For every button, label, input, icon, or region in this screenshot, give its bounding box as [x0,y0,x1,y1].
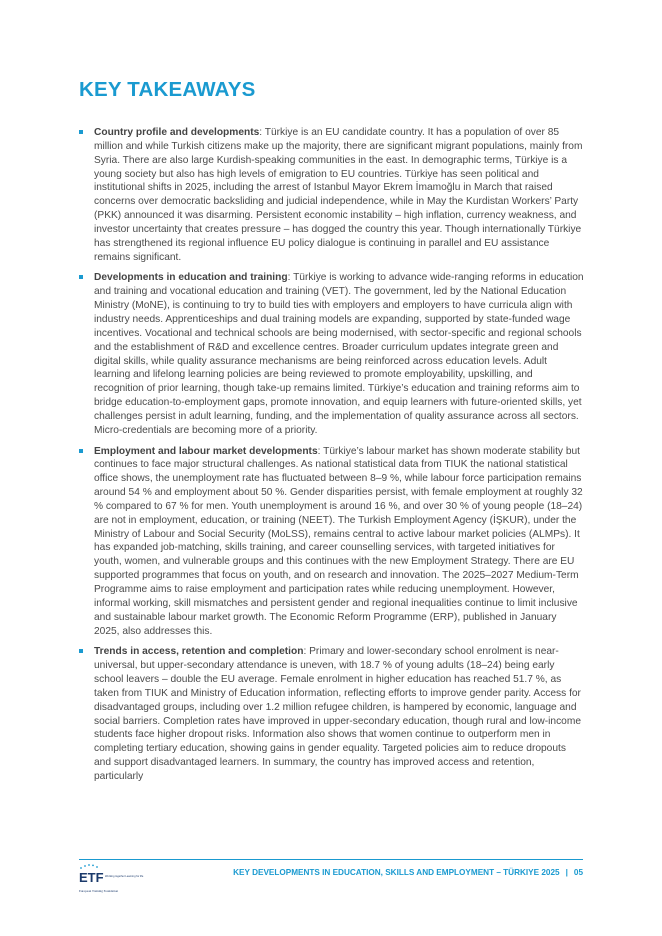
footer-separator: | [565,868,568,877]
running-title: KEY DEVELOPMENTS IN EDUCATION, SKILLS AND EMPLOYMENT – TÜRKIYE 2025 [233,868,560,877]
bullet-employment-labour [79,445,584,639]
bullet-text: : Türkiye is an EU candidate country. It has a population of over 85 million and while Turkish citizens make up the majority, there are significant migrant populations, mainly from Syria. There are also large Kurdish-speaking communities in the east. In demographic terms, Türkiye is a young society but also has high levels of emigration to EU countries. Türkiye has seen political and institutional shifts in 2025, including the arrest of Istanbul Mayor Ekrem İmamoğlu in March that raised concerns over democratic backsliding and judicial independence, while in May the Kurdistan Workers’ Party (PKK) announced it was disarming. Persistent economic instability – high inflation, currency weakness, and investor uncertainty that creates pressure – has dogged the country this year. Though internationally Türkiye has strengthened its regional influence EU policy dialogue is continuing in parallel and EU assistance remains significant. [94,127,583,263]
bullet-heading: Employment and labour market developments [94,445,318,457]
bullet-square-icon [79,130,83,134]
bullet-access-retention [79,645,584,783]
bullet-text: : Türkiye’s labour market has shown moderate stability but continues to face major structural challenges. As national statistical data from TIUK the national statistical office shows, the unemployment rate has fluctuated between 8–9 %, while labour force participation remains around 54 % and employment about 50 %. Gender disparities persist, with female employment at roughly 32 % compared to 67 % for men. Youth unemployment is around 16 %, and over 30 % of young people (18–24) are not in employment, education, or training (NEET). The Turkish Employment Agency (İŞKUR), under the Ministry of Labour and Social Security (MoLSS), remains central to active labour market policies (ALMPs). It has expanded job-matching, skills training, and career counselling services, with targeted initiatives for youth, women, and vulnerable groups and this continues with the new Employment Strategy. There are EU supported programmes that focus on youth, and on research and innovation. The 2025–2027 Medium-Term Programme aims to raise employment and participation rates while reducing unemployment. However, informal working, skill mismatches and persistent gender and regional inequalities continue to limit inclusive and sustainable labour market growth. The Economic Reform Programme (ERP), published in January 2025, also addresses this. [94,445,583,637]
logo-text: ETF [79,870,104,885]
page-number: 05 [573,868,583,877]
bullet-heading: Trends in access, retention and completion [94,646,304,658]
bullet-heading: Country profile and developments [94,127,260,138]
footer-running-title [233,868,583,877]
bullet-heading: Developments in education and training [94,272,288,284]
bullet-text: : Primary and lower-secondary school enrolment is near-universal, but upper-secondary attendance is uneven, with 18.7 % of young adults (18–24) being early school leavers – double the EU average. Female enrolment in higher education has reached 51.7 %, as taken from TIUK and Ministry of Education information, reflecting efforts to improve gender parity. Access for disadvantaged groups, including over 1.2 million refugee children, is hampered by economic, language and social barriers. Completion rates have improved in upper-secondary education, though rural and low-income students face higher dropout risks. Information also shows that women continue to outperform men in completing tertiary education, showing gains in gender equality. Targeted policies aim to reduce dropouts and support disadvantaged learners. In summary, the country has improved access and retention, particularly [94,646,581,782]
bullet-text: : Türkiye is working to advance wide-ranging reforms in education and training and vocational education and training (VET). The government, led by the National Education Ministry (MoNE), is continuing to try to build ties with employers and employers to have curricula align with industry needs. Apprenticeships and dual training models are expanding, supported by state-funded wage incentives. Vocational and technical schools are being modernised, with sector-specific and regional schools and the establishment of R&D and excellence centres. Broader curriculum updates integrate green and digital skills, while quality assurance mechanisms are being reinforced across education levels. Adult learning and lifelong learning policies are being reviewed to promote employability, upskilling, and recognition of prior learning, though take-up remains limited. Türkiye’s education and training reforms aim to bridge education-to-employment gaps, promote innovation, and equip learners with future-oriented skills, yet challenges persist in adult learning, funding, and the implementation of quality assurance across all sectors. Micro-credentials are becoming more of a priority. [94,272,584,436]
etf-logo-icon [75,862,144,896]
bullet-country-profile [79,126,584,264]
bullet-square-icon [79,275,83,279]
bullet-square-icon [79,649,83,653]
bullet-square-icon [79,449,83,453]
footer-divider [79,859,583,860]
bullet-education-training [79,271,584,437]
key-takeaways-list [79,126,584,791]
logo-tagline: Working together Learning for life [105,875,144,878]
logo-subtitle: European Training Foundation [79,889,119,893]
page-title: KEY TAKEAWAYS [79,78,256,101]
